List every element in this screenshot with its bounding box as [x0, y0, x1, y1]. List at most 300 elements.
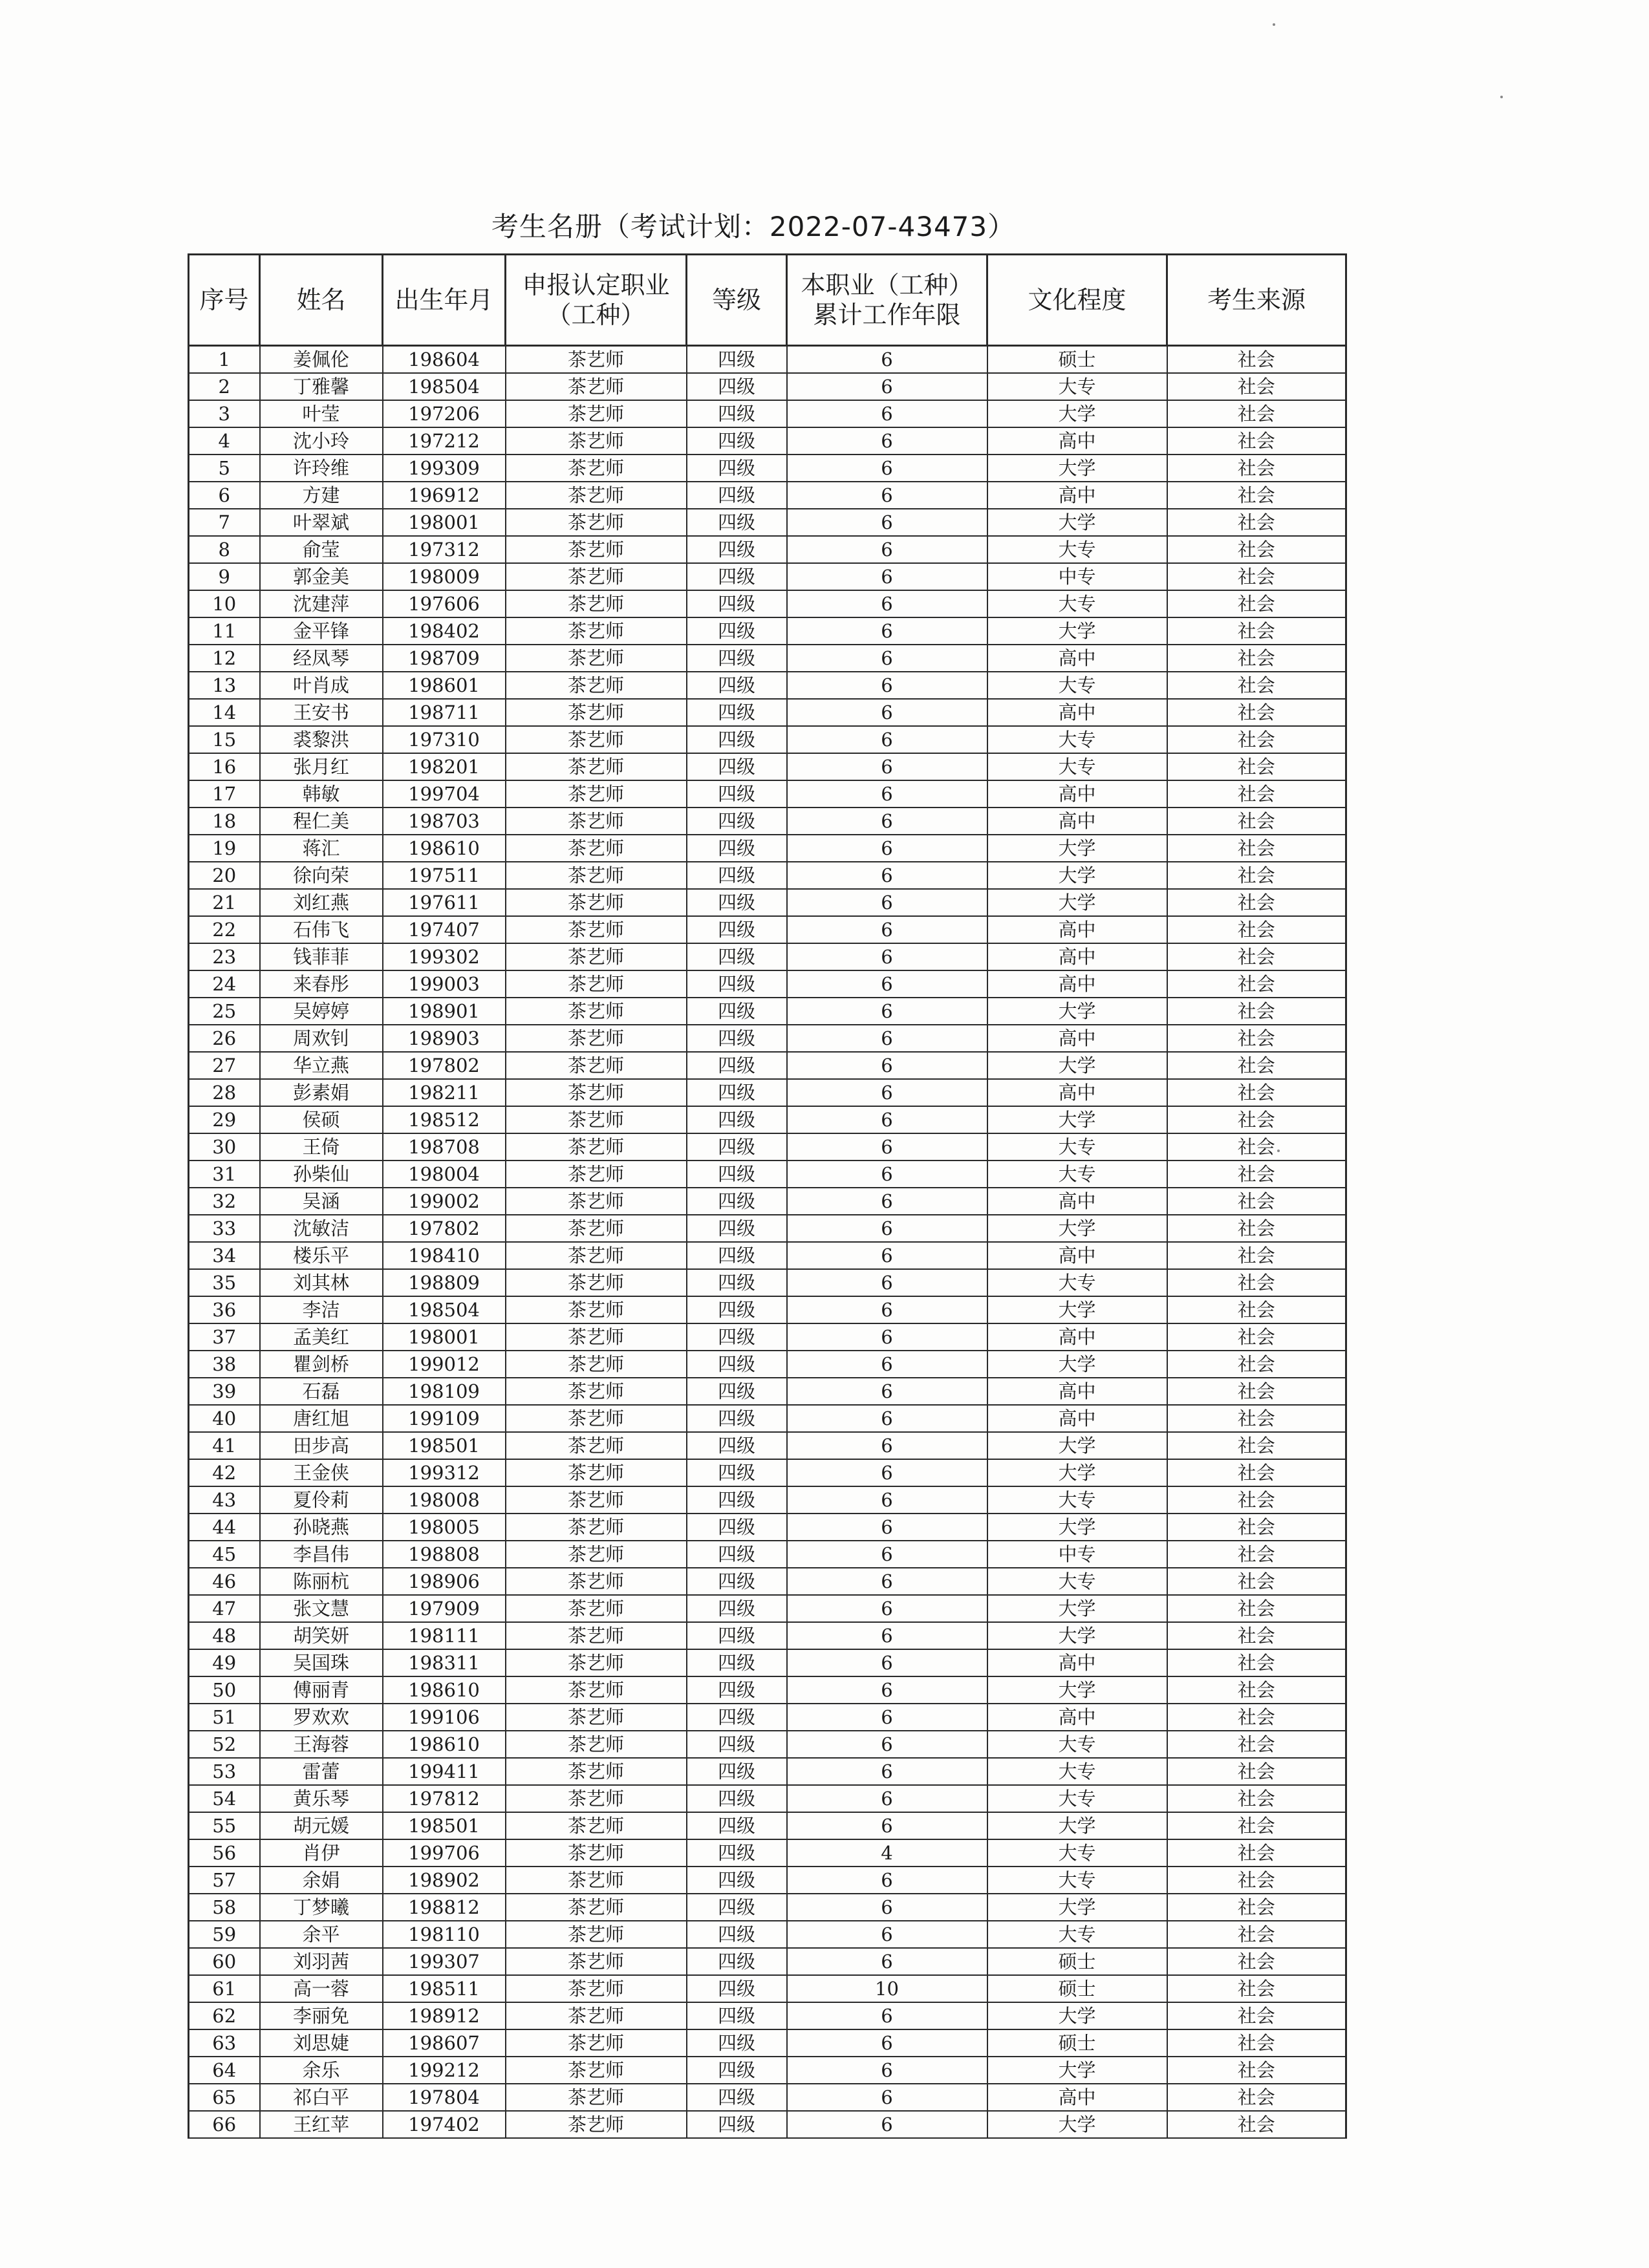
table-row [189, 373, 1346, 400]
cell-education: 高中 [987, 970, 1167, 998]
cell-education: 硕士 [987, 346, 1167, 374]
header-line: 申报认定职业 [522, 271, 670, 299]
cell-name: 孟美红 [260, 1323, 383, 1351]
cell-occupation: 茶艺师 [506, 2002, 687, 2029]
cell-source: 社会 [1167, 916, 1346, 943]
cell-birth: 196912 [383, 482, 506, 509]
cell-work-years: 6 [787, 645, 987, 672]
cell-source: 社会 [1167, 455, 1346, 482]
cell-birth: 198501 [383, 1812, 506, 1839]
cell-education: 高中 [987, 427, 1167, 455]
cell-source: 社会 [1167, 1514, 1346, 1541]
cell-education: 高中 [987, 482, 1167, 509]
cell-name: 余平 [260, 1921, 383, 1948]
cell-index: 1 [189, 346, 260, 374]
cell-level: 四级 [687, 1676, 787, 1704]
cell-source: 社会 [1167, 943, 1346, 970]
cell-source: 社会 [1167, 590, 1346, 617]
cell-occupation: 茶艺师 [506, 1867, 687, 1894]
cell-occupation: 茶艺师 [506, 346, 687, 374]
cell-education: 高中 [987, 1323, 1167, 1351]
cell-education: 大学 [987, 1052, 1167, 1079]
cell-index: 31 [189, 1161, 260, 1188]
cell-occupation: 茶艺师 [506, 1242, 687, 1269]
cell-name: 罗欢欢 [260, 1704, 383, 1731]
table-row [189, 1867, 1346, 1894]
cell-birth: 199002 [383, 1188, 506, 1215]
cell-name: 刘其林 [260, 1269, 383, 1296]
cell-birth: 197312 [383, 536, 506, 563]
cell-occupation: 茶艺师 [506, 672, 687, 699]
cell-education: 大专 [987, 1758, 1167, 1785]
cell-index: 48 [189, 1622, 260, 1649]
cell-work-years: 6 [787, 753, 987, 780]
cell-work-years: 6 [787, 1649, 987, 1676]
cell-work-years: 6 [787, 1541, 987, 1568]
cell-source: 社会 [1167, 373, 1346, 400]
table-row [189, 1704, 1346, 1731]
cell-source: 社会 [1167, 427, 1346, 455]
cell-name: 金平锋 [260, 617, 383, 645]
cell-name: 来春彤 [260, 970, 383, 998]
table-row [189, 862, 1346, 889]
cell-index: 8 [189, 536, 260, 563]
cell-level: 四级 [687, 970, 787, 998]
cell-birth: 198402 [383, 617, 506, 645]
cell-birth: 198604 [383, 346, 506, 374]
cell-birth: 197804 [383, 2084, 506, 2111]
cell-birth: 198610 [383, 1731, 506, 1758]
cell-index: 46 [189, 1568, 260, 1595]
cell-level: 四级 [687, 1079, 787, 1106]
cell-name: 胡笑妍 [260, 1622, 383, 1649]
cell-occupation: 茶艺师 [506, 2084, 687, 2111]
table-row [189, 1622, 1346, 1649]
cell-level: 四级 [687, 753, 787, 780]
cell-source: 社会 [1167, 1622, 1346, 1649]
cell-work-years: 6 [787, 346, 987, 374]
cell-level: 四级 [687, 889, 787, 916]
cell-name: 沈建萍 [260, 590, 383, 617]
table-row [189, 726, 1346, 753]
cell-occupation: 茶艺师 [506, 1432, 687, 1459]
cell-birth: 199012 [383, 1351, 506, 1378]
cell-name: 雷蕾 [260, 1758, 383, 1785]
cell-index: 6 [189, 482, 260, 509]
table-row [189, 1486, 1346, 1514]
cell-source: 社会 [1167, 970, 1346, 998]
cell-index: 66 [189, 2111, 260, 2138]
cell-work-years: 6 [787, 563, 987, 590]
cell-name: 程仁美 [260, 808, 383, 835]
cell-level: 四级 [687, 835, 787, 862]
cell-source: 社会 [1167, 1079, 1346, 1106]
cell-occupation: 茶艺师 [506, 1106, 687, 1133]
cell-index: 5 [189, 455, 260, 482]
cell-source: 社会 [1167, 1242, 1346, 1269]
cell-work-years: 6 [787, 1215, 987, 1242]
cell-work-years: 6 [787, 1079, 987, 1106]
cell-index: 33 [189, 1215, 260, 1242]
cell-birth: 198311 [383, 1649, 506, 1676]
header-name: 姓名 [260, 255, 383, 346]
cell-name: 彭素娟 [260, 1079, 383, 1106]
cell-source: 社会 [1167, 726, 1346, 753]
cell-level: 四级 [687, 1622, 787, 1649]
cell-source: 社会 [1167, 1106, 1346, 1133]
cell-education: 大学 [987, 1595, 1167, 1622]
cell-work-years: 6 [787, 672, 987, 699]
cell-occupation: 茶艺师 [506, 1405, 687, 1432]
table-body [189, 346, 1346, 2139]
cell-index: 10 [189, 590, 260, 617]
cell-level: 四级 [687, 1975, 787, 2002]
table-row [189, 1568, 1346, 1595]
cell-occupation: 茶艺师 [506, 808, 687, 835]
cell-birth: 199706 [383, 1839, 506, 1867]
cell-level: 四级 [687, 1215, 787, 1242]
cell-education: 大专 [987, 1161, 1167, 1188]
table-row [189, 1731, 1346, 1758]
cell-level: 四级 [687, 1595, 787, 1622]
cell-source: 社会 [1167, 482, 1346, 509]
cell-occupation: 茶艺师 [506, 563, 687, 590]
cell-index: 50 [189, 1676, 260, 1704]
cell-education: 大学 [987, 400, 1167, 427]
cell-level: 四级 [687, 2057, 787, 2084]
cell-occupation: 茶艺师 [506, 2111, 687, 2138]
cell-occupation: 茶艺师 [506, 590, 687, 617]
cell-occupation: 茶艺师 [506, 1486, 687, 1514]
cell-birth: 197802 [383, 1215, 506, 1242]
cell-level: 四级 [687, 1731, 787, 1758]
cell-birth: 198109 [383, 1378, 506, 1405]
cell-birth: 199309 [383, 455, 506, 482]
cell-level: 四级 [687, 1242, 787, 1269]
cell-level: 四级 [687, 1839, 787, 1867]
cell-occupation: 茶艺师 [506, 1731, 687, 1758]
cell-name: 余娟 [260, 1867, 383, 1894]
cell-occupation: 茶艺师 [506, 835, 687, 862]
cell-level: 四级 [687, 1541, 787, 1568]
cell-name: 王海蓉 [260, 1731, 383, 1758]
cell-birth: 198211 [383, 1079, 506, 1106]
cell-birth: 197310 [383, 726, 506, 753]
scan-speck [1500, 96, 1503, 98]
cell-index: 25 [189, 998, 260, 1025]
cell-occupation: 茶艺师 [506, 1785, 687, 1812]
cell-education: 大学 [987, 1812, 1167, 1839]
cell-occupation: 茶艺师 [506, 617, 687, 645]
cell-name: 裘黎洪 [260, 726, 383, 753]
cell-name: 石磊 [260, 1378, 383, 1405]
cell-work-years: 6 [787, 916, 987, 943]
cell-level: 四级 [687, 617, 787, 645]
cell-work-years: 6 [787, 1758, 987, 1785]
cell-work-years: 6 [787, 726, 987, 753]
cell-work-years: 6 [787, 1921, 987, 1948]
cell-birth: 198410 [383, 1242, 506, 1269]
table-row [189, 1785, 1346, 1812]
cell-work-years: 6 [787, 1676, 987, 1704]
cell-birth: 198511 [383, 1975, 506, 2002]
cell-education: 高中 [987, 1405, 1167, 1432]
cell-name: 华立燕 [260, 1052, 383, 1079]
cell-level: 四级 [687, 1296, 787, 1323]
cell-occupation: 茶艺师 [506, 970, 687, 998]
cell-level: 四级 [687, 1812, 787, 1839]
table-row [189, 1215, 1346, 1242]
cell-index: 60 [189, 1948, 260, 1975]
cell-index: 14 [189, 699, 260, 726]
cell-source: 社会 [1167, 1758, 1346, 1785]
cell-education: 高中 [987, 699, 1167, 726]
header-index: 序号 [189, 255, 260, 346]
cell-education: 大学 [987, 1514, 1167, 1541]
header-education: 文化程度 [987, 255, 1167, 346]
cell-work-years: 6 [787, 1514, 987, 1541]
cell-level: 四级 [687, 1921, 787, 1948]
cell-level: 四级 [687, 1514, 787, 1541]
cell-occupation: 茶艺师 [506, 2029, 687, 2057]
cell-occupation: 茶艺师 [506, 1188, 687, 1215]
table-row [189, 2057, 1346, 2084]
cell-name: 李丽免 [260, 2002, 383, 2029]
cell-name: 李洁 [260, 1296, 383, 1323]
cell-work-years: 6 [787, 1133, 987, 1161]
cell-education: 大学 [987, 1215, 1167, 1242]
table-row [189, 1812, 1346, 1839]
cell-source: 社会 [1167, 1595, 1346, 1622]
cell-level: 四级 [687, 699, 787, 726]
cell-level: 四级 [687, 1704, 787, 1731]
cell-occupation: 茶艺师 [506, 427, 687, 455]
header-birth: 出生年月 [383, 255, 506, 346]
cell-work-years: 6 [787, 1622, 987, 1649]
cell-source: 社会 [1167, 1486, 1346, 1514]
table-row [189, 1025, 1346, 1052]
table-row [189, 1351, 1346, 1378]
cell-level: 四级 [687, 943, 787, 970]
cell-occupation: 茶艺师 [506, 943, 687, 970]
cell-index: 65 [189, 2084, 260, 2111]
cell-index: 29 [189, 1106, 260, 1133]
cell-education: 高中 [987, 1378, 1167, 1405]
cell-birth: 197402 [383, 2111, 506, 2138]
cell-index: 53 [189, 1758, 260, 1785]
cell-level: 四级 [687, 2111, 787, 2138]
cell-occupation: 茶艺师 [506, 1948, 687, 1975]
cell-level: 四级 [687, 590, 787, 617]
cell-occupation: 茶艺师 [506, 509, 687, 536]
cell-education: 大学 [987, 1622, 1167, 1649]
table-row [189, 1296, 1346, 1323]
table-row [189, 835, 1346, 862]
cell-work-years: 6 [787, 2057, 987, 2084]
cell-level: 四级 [687, 427, 787, 455]
table-row [189, 1459, 1346, 1486]
cell-name: 沈敏洁 [260, 1215, 383, 1242]
cell-education: 硕士 [987, 1975, 1167, 2002]
cell-education: 大学 [987, 1894, 1167, 1921]
cell-level: 四级 [687, 1758, 787, 1785]
cell-occupation: 茶艺师 [506, 862, 687, 889]
table-row [189, 427, 1346, 455]
table-row [189, 780, 1346, 808]
cell-work-years: 6 [787, 536, 987, 563]
cell-occupation: 茶艺师 [506, 1541, 687, 1568]
cell-level: 四级 [687, 1568, 787, 1595]
cell-education: 硕士 [987, 2029, 1167, 2057]
cell-source: 社会 [1167, 1323, 1346, 1351]
cell-education: 中专 [987, 563, 1167, 590]
cell-source: 社会 [1167, 617, 1346, 645]
cell-work-years: 6 [787, 373, 987, 400]
cell-source: 社会 [1167, 1948, 1346, 1975]
cell-name: 郭金美 [260, 563, 383, 590]
cell-education: 大专 [987, 1921, 1167, 1948]
cell-birth: 198901 [383, 998, 506, 1025]
cell-occupation: 茶艺师 [506, 1161, 687, 1188]
cell-level: 四级 [687, 536, 787, 563]
cell-education: 大学 [987, 1676, 1167, 1704]
cell-name: 楼乐平 [260, 1242, 383, 1269]
cell-source: 社会 [1167, 672, 1346, 699]
cell-name: 余乐 [260, 2057, 383, 2084]
cell-source: 社会 [1167, 1432, 1346, 1459]
cell-birth: 197212 [383, 427, 506, 455]
cell-work-years: 6 [787, 2002, 987, 2029]
cell-education: 高中 [987, 1704, 1167, 1731]
cell-work-years: 10 [787, 1975, 987, 2002]
table-row [189, 1514, 1346, 1541]
cell-source: 社会 [1167, 2057, 1346, 2084]
cell-index: 54 [189, 1785, 260, 1812]
cell-occupation: 茶艺师 [506, 645, 687, 672]
cell-work-years: 6 [787, 1894, 987, 1921]
cell-level: 四级 [687, 1649, 787, 1676]
cell-source: 社会 [1167, 862, 1346, 889]
cell-level: 四级 [687, 1405, 787, 1432]
cell-education: 大学 [987, 998, 1167, 1025]
cell-birth: 197802 [383, 1052, 506, 1079]
cell-index: 27 [189, 1052, 260, 1079]
cell-index: 30 [189, 1133, 260, 1161]
cell-index: 21 [189, 889, 260, 916]
cell-work-years: 6 [787, 1242, 987, 1269]
table-row [189, 998, 1346, 1025]
cell-level: 四级 [687, 862, 787, 889]
table-row [189, 1405, 1346, 1432]
cell-index: 12 [189, 645, 260, 672]
cell-education: 大专 [987, 753, 1167, 780]
cell-occupation: 茶艺师 [506, 1459, 687, 1486]
cell-source: 社会 [1167, 2029, 1346, 2057]
table-row [189, 563, 1346, 590]
table-row [189, 1052, 1346, 1079]
cell-source: 社会 [1167, 1676, 1346, 1704]
cell-work-years: 6 [787, 1052, 987, 1079]
cell-occupation: 茶艺师 [506, 482, 687, 509]
cell-name: 瞿剑桥 [260, 1351, 383, 1378]
cell-index: 37 [189, 1323, 260, 1351]
cell-work-years: 6 [787, 862, 987, 889]
cell-name: 王红苹 [260, 2111, 383, 2138]
cell-index: 2 [189, 373, 260, 400]
cell-work-years: 6 [787, 1812, 987, 1839]
cell-occupation: 茶艺师 [506, 1025, 687, 1052]
cell-occupation: 茶艺师 [506, 1622, 687, 1649]
cell-birth: 198004 [383, 1161, 506, 1188]
cell-source: 社会 [1167, 1731, 1346, 1758]
cell-index: 16 [189, 753, 260, 780]
cell-level: 四级 [687, 1188, 787, 1215]
header-source: 考生来源 [1167, 255, 1346, 346]
cell-source: 社会 [1167, 536, 1346, 563]
cell-education: 大专 [987, 1839, 1167, 1867]
table-row [189, 1079, 1346, 1106]
cell-birth: 199312 [383, 1459, 506, 1486]
table-row [189, 536, 1346, 563]
cell-source: 社会 [1167, 1568, 1346, 1595]
cell-index: 57 [189, 1867, 260, 1894]
table-row [189, 1323, 1346, 1351]
cell-level: 四级 [687, 645, 787, 672]
cell-name: 侯硕 [260, 1106, 383, 1133]
table-row [189, 1378, 1346, 1405]
cell-work-years: 6 [787, 2111, 987, 2138]
cell-level: 四级 [687, 509, 787, 536]
cell-education: 大专 [987, 726, 1167, 753]
cell-name: 孙柴仙 [260, 1161, 383, 1188]
cell-index: 47 [189, 1595, 260, 1622]
cell-source: 社会 [1167, 1894, 1346, 1921]
cell-education: 大学 [987, 2002, 1167, 2029]
cell-source: 社会 [1167, 645, 1346, 672]
cell-birth: 197812 [383, 1785, 506, 1812]
cell-education: 大学 [987, 1296, 1167, 1323]
cell-education: 大学 [987, 1432, 1167, 1459]
table-row [189, 509, 1346, 536]
cell-occupation: 茶艺师 [506, 1894, 687, 1921]
cell-source: 社会 [1167, 509, 1346, 536]
cell-name: 许玲维 [260, 455, 383, 482]
cell-occupation: 茶艺师 [506, 1758, 687, 1785]
cell-source: 社会 [1167, 1921, 1346, 1948]
cell-occupation: 茶艺师 [506, 1514, 687, 1541]
cell-work-years: 6 [787, 1948, 987, 1975]
cell-source: 社会 [1167, 2111, 1346, 2138]
cell-index: 17 [189, 780, 260, 808]
cell-education: 高中 [987, 808, 1167, 835]
cell-work-years: 6 [787, 1323, 987, 1351]
table-row [189, 482, 1346, 509]
cell-occupation: 茶艺师 [506, 1975, 687, 2002]
cell-name: 韩敏 [260, 780, 383, 808]
cell-occupation: 茶艺师 [506, 1323, 687, 1351]
cell-occupation: 茶艺师 [506, 1133, 687, 1161]
table-row [189, 753, 1346, 780]
cell-level: 四级 [687, 1785, 787, 1812]
cell-name: 王金侠 [260, 1459, 383, 1486]
cell-work-years: 6 [787, 1188, 987, 1215]
cell-name: 陈丽杭 [260, 1568, 383, 1595]
scan-speck [1273, 23, 1275, 26]
cell-name: 吴涵 [260, 1188, 383, 1215]
cell-level: 四级 [687, 563, 787, 590]
table-row [189, 1133, 1346, 1161]
cell-birth: 198512 [383, 1106, 506, 1133]
